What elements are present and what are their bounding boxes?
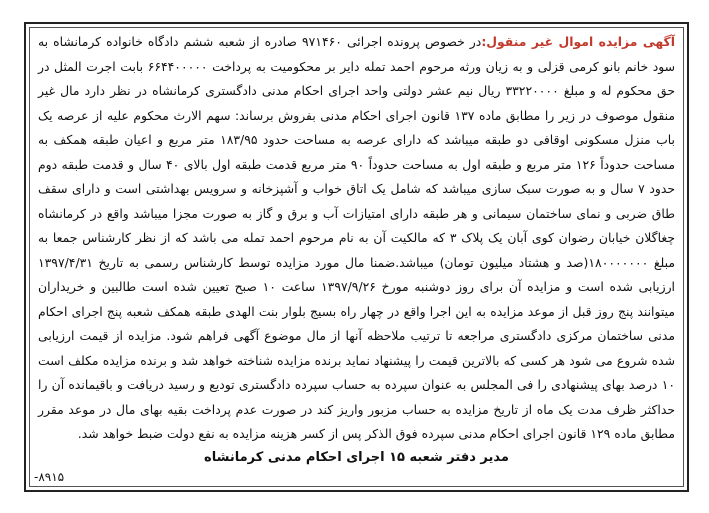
signature: مدیر دفتر شعبه ۱۵ اجرای احکام مدنی کرمانشاه (204, 450, 509, 465)
notice-title: آگهی مزایده اموال غیر منقول: (481, 34, 675, 49)
notice-text (38, 30, 675, 447)
notice-frame (24, 22, 689, 492)
notice-code: ۸۹۱۵- (34, 470, 65, 484)
notice-body: در خصوص پرونده اجرائی ۹۷۱۴۶۰ صادره از شعبه ششم دادگاه خانواده کرمانشاه به سود خانم بانو کرمی قزلی و به زیان ورثه مرحوم احمد تمله دایر بر محکومیت به پرداخت ۶۶۴۴۰۰۰۰۰ بابت اجرت المثل در حق محکوم له و مبلغ ۳۳۲۲۰۰۰۰ ریال نیم عشر دولتی واحد اجرای احکام مدنی دادگستری کرمانشاه در نظر دارد مال غیر منقول موصوف در زیر را مطابق ماده ۱۳۷ قانون اجرای احکام مدنی بفروش برساند: سهم الارث محکوم علیه از عرصه یک باب منزل مسکونی اوقافی دو طبقه میباشد که دارای عرصه به مساحت حدود ۱۸۳/۹۵ متر مربع و اعیان طبقه همکف به مساحت حدوداً ۱۲۶ متر مربع و طبقه اول به مساحت حدوداً ۹۰ متر مربع قدمت طبقه اول بالای ۴۰ سال و قدمت طبقه دوم حدود ۷ سال و به صورت سبک سازی میباشد که شامل یک اتاق خواب و آشپزخانه و سرویس بهداشتی است و دارای سقف طاق ضربی و نمای ساختمان سیمانی و هر طبقه دارای امتیازات آب و برق و گاز به صورت مجزا میباشد واقع در کرمانشاه چغاگلان خیابان رضوان کوی آبان یک پلاک ۳ که مالکیت آن به نام مرحوم احمد تمله می باشد که از نظر کارشناس جمعا به مبلغ ۱۸۰۰۰۰۰۰۰(صد و هشتاد میلیون تومان) میباشد.ضمنا مال مورد مزایده توسط کارشناس رسمی به تاریخ ۱۳۹۷/۴/۳۱ ارزیابی شده است و مزایده آن برای روز دوشنبه مورخ ۱۳۹۷/۹/۲۶ ساعت ۱۰ صبح تعیین شده است طالبین و خریداران میتوانند پنج روز قبل از موعد مزایده به این اجرا واقع در چهار راه بسیج بلوار بنت الهدی طبقه همکف شعبه پنج اجرای احکام مدنی ساختمان مرکزی دادگستری مراجعه تا ترتیب ملاحظه آنها از مال موضوع آگهی فراهم شود. مزایده از قیمت ارزیابی شده شروع می شود هر کسی که بالاترین قیمت را پیشنهاد نماید برنده مزایده شناخته خواهد شد و برنده مزایده مکلف است ۱۰ درصد بهای پیشنهادی را فی المجلس به عنوان سپرده به حساب سپرده دادگستری تودیع و رسید دریافت و باقیمانده آن را حداکثر ظرف مدت یک ماه از تاریخ مزایده به حساب مزبور واریز کند در صورت عدم پرداخت بقیه بهای مال در موعد مقرر مطابق ماده ۱۲۹ قانون اجرای احکام مدنی سپرده فوق الذکر پس از کسر هزینه مزایده به نفع دولت ضبط خواهد شد. (38, 34, 676, 441)
